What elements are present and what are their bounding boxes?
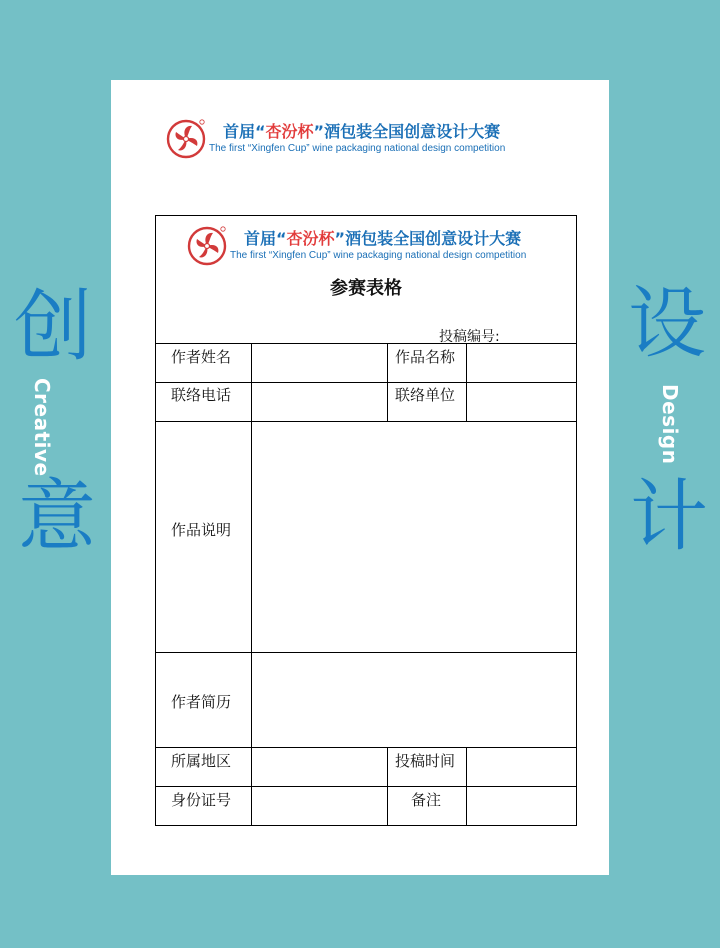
row-divider <box>156 652 576 653</box>
work-name-label: 作品名称 <box>395 348 456 366</box>
document-page <box>111 80 609 875</box>
form-competition-subtitle: The first “Xingfen Cup” wine packaging national design competition <box>230 249 527 261</box>
side-char-chuang: 创 <box>14 282 93 372</box>
side-text-creative: Creative <box>30 378 54 477</box>
form-title: 参赛表格 <box>330 278 402 299</box>
row-divider <box>156 382 576 383</box>
pinwheel-logo-icon <box>165 117 207 159</box>
competition-title: 首届“杏汾杯”酒包装全国创意设计大赛 <box>223 121 501 141</box>
side-char-yi: 意 <box>18 472 97 562</box>
submission-time-label: 投稿时间 <box>395 752 456 770</box>
column-divider <box>387 343 388 421</box>
pinwheel-logo-icon <box>186 224 228 266</box>
side-text-design: Design <box>658 384 682 465</box>
column-divider <box>466 343 467 421</box>
column-divider <box>466 747 467 825</box>
row-divider <box>156 747 576 748</box>
row-divider <box>156 343 576 344</box>
row-divider <box>156 786 576 787</box>
side-char-she: 设 <box>628 279 707 369</box>
column-divider <box>251 343 252 825</box>
submission-number-label: 投稿编号: <box>439 329 500 345</box>
competition-header <box>165 117 505 159</box>
region-label: 所属地区 <box>171 752 232 770</box>
form-header <box>186 224 526 266</box>
column-divider <box>387 747 388 825</box>
entry-form-table <box>155 215 577 826</box>
competition-subtitle: The first “Xingfen Cup” wine packaging national design competition <box>209 142 506 154</box>
remarks-label: 备注 <box>411 791 442 809</box>
contact-phone-label: 联络电话 <box>171 386 232 404</box>
author-name-label: 作者姓名 <box>171 348 232 366</box>
work-description-label: 作品说明 <box>171 521 232 539</box>
id-number-label: 身份证号 <box>171 791 232 809</box>
row-divider <box>156 421 576 422</box>
author-bio-label: 作者简历 <box>171 693 232 711</box>
contact-unit-label: 联络单位 <box>395 386 456 404</box>
side-char-ji: 计 <box>630 472 709 562</box>
form-competition-title: 首届“杏汾杯”酒包装全国创意设计大赛 <box>244 228 522 248</box>
